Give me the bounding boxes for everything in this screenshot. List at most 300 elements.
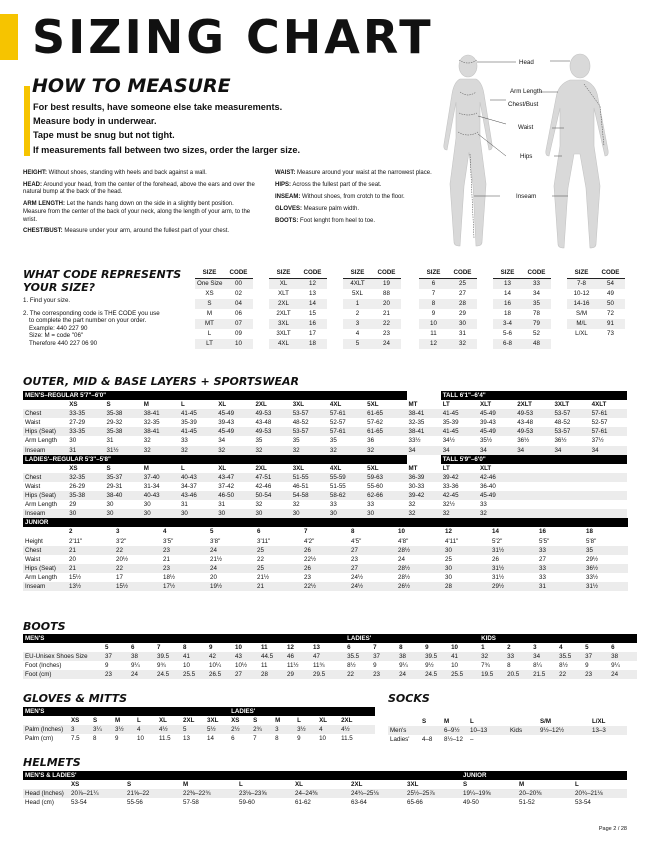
code-heading: WHAT CODE REPRESENTS YOUR SIZE? <box>23 268 182 294</box>
table-header-row <box>23 780 627 789</box>
table-header-row <box>23 400 627 409</box>
table-cell: 9½–12½ <box>538 726 590 735</box>
table-row <box>567 299 625 309</box>
table-row <box>567 289 625 299</box>
table-cell: 5 <box>585 644 589 652</box>
table-cell: 16 <box>298 319 327 329</box>
table-cell: 4–8 <box>422 736 433 744</box>
table-row <box>23 555 628 564</box>
table-cell: 61-62 <box>295 799 311 807</box>
table-cell: 13 <box>493 279 522 290</box>
table-cell: 35-39 <box>180 419 197 427</box>
table-row <box>23 482 627 491</box>
table-row <box>269 329 327 339</box>
table-cell: 20½ <box>116 555 129 563</box>
table-cell: 57-58 <box>183 799 199 807</box>
table-cell: XLT <box>479 464 492 472</box>
table-cell: 47 <box>311 652 345 661</box>
table-cell: 3XLT <box>554 401 570 409</box>
table-cell: Inseam <box>23 509 67 518</box>
table-cell: 28½ <box>398 573 411 581</box>
table-header-row <box>23 643 637 652</box>
table-cell: 20 <box>210 573 217 581</box>
table-cell <box>508 717 538 726</box>
gloves-table <box>23 707 375 743</box>
table-cell <box>23 780 69 789</box>
table-cell <box>388 717 420 726</box>
table-cell: 41-45 <box>179 427 216 436</box>
table-row <box>343 319 401 329</box>
table-cell: 8 <box>399 644 403 652</box>
table-cell: 33½ <box>408 437 421 445</box>
table-cell: S <box>93 717 98 725</box>
table-row <box>23 409 627 418</box>
table-cell: 20.5 <box>505 670 531 679</box>
figure-label-chest: Chest/Bust <box>508 101 539 108</box>
table-cell: 3 <box>533 644 537 652</box>
table-cell: 37 <box>371 652 397 661</box>
table-row <box>195 339 253 349</box>
table-cell: 7-8 <box>567 279 596 290</box>
intro-line: For best results, have someone else take measurements. <box>33 102 283 112</box>
table-row <box>269 339 327 349</box>
size-code-groups <box>195 268 627 358</box>
table-row <box>567 309 625 319</box>
table-cell: L/XL <box>575 330 588 337</box>
table-cell: 25½–25⅞ <box>405 789 461 798</box>
table-cell: 10-12 <box>573 290 590 297</box>
table-cell: 31-34 <box>143 482 160 490</box>
table-cell: Chest <box>23 473 67 482</box>
size-code-group <box>493 268 551 349</box>
table-cell: 32 <box>448 339 477 349</box>
table-cell: 30 <box>179 509 216 518</box>
table-cell: 00 <box>224 279 253 290</box>
table-cell: 9 <box>105 662 109 670</box>
table-row <box>23 734 375 743</box>
table-cell: S <box>127 781 132 789</box>
table-row <box>419 309 477 319</box>
table-cell: 26½ <box>396 582 443 591</box>
table-cell: 33-36 <box>442 482 459 490</box>
table-cell: 23 <box>103 670 129 679</box>
table-cell: L <box>470 718 474 725</box>
table-cell: 9¼ <box>131 662 140 670</box>
table-cell: 6 <box>419 279 448 290</box>
table-cell: 10 <box>419 319 448 329</box>
table-cell: 51-55 <box>291 473 328 482</box>
table-cell: 39-43 <box>218 419 235 427</box>
table-cell: 3'5" <box>163 537 174 545</box>
table-cell: SIZE <box>269 268 298 279</box>
table-cell <box>23 527 67 536</box>
table-cell: Chest <box>23 546 67 555</box>
table-cell: MEN'S & LADIES' <box>23 771 461 780</box>
table-cell: 25 <box>448 279 477 290</box>
table-cell: Waist <box>25 555 41 563</box>
table-cell: 27-29 <box>69 419 86 427</box>
table-cell: 15½ <box>114 582 161 591</box>
table-cell: 38-41 <box>407 427 441 436</box>
table-cell: Kids <box>508 726 538 735</box>
table-cell: 33-35 <box>67 409 104 418</box>
table-cell: 48 <box>522 339 551 349</box>
table-cell: 26 <box>302 546 349 555</box>
size-code-group <box>419 268 477 349</box>
table-cell: 21 <box>67 564 114 573</box>
table-cell: 35 <box>292 437 300 445</box>
table-row <box>269 309 327 319</box>
table-cell: 4XL <box>269 339 298 349</box>
def-inseam: INSEAM: Without shoes, from crotch to the floor. <box>275 193 405 200</box>
table-row <box>493 279 551 290</box>
table-cell: 8½ <box>347 662 356 670</box>
table-cell: MEN'S <box>23 707 229 716</box>
table-cell: JUNIOR <box>23 518 628 527</box>
table-cell: CODE <box>298 268 327 279</box>
table-cell: 30 <box>106 501 114 509</box>
table-cell: Waist <box>25 419 41 427</box>
table-cell: 9 <box>297 735 301 743</box>
table-cell: Arm Length <box>25 437 57 445</box>
intro-line: Measure body in underwear. <box>33 116 157 127</box>
table-cell: LT <box>442 401 450 409</box>
table-cell: 23 <box>351 555 358 563</box>
table-row <box>388 735 627 744</box>
table-cell: 79 <box>522 319 551 329</box>
table-cell: LT <box>195 339 224 349</box>
table-cell: 2'11" <box>69 537 83 545</box>
table-cell: 61-65 <box>365 409 406 418</box>
table-cell: 63-64 <box>351 799 367 807</box>
table-cell: 42-45 <box>441 491 478 500</box>
table-cell: 7 <box>253 735 257 743</box>
table-cell: 3'11" <box>257 537 271 545</box>
table-cell: 37 <box>103 652 129 661</box>
title-accent-bar <box>0 14 18 60</box>
table-cell: 54-58 <box>291 491 328 500</box>
table-cell: 52-57 <box>329 419 346 427</box>
table-row <box>493 319 551 329</box>
table-cell: 5XL <box>367 401 379 409</box>
table-cell: 38 <box>397 652 423 661</box>
table-cell: 31 <box>67 446 104 455</box>
table-cell: 8 <box>93 735 97 743</box>
table-cell: M <box>275 717 281 725</box>
table-cell: 9¼ <box>399 662 408 670</box>
table-cell: 43-46 <box>179 491 216 500</box>
table-cell: 3'8" <box>210 537 221 545</box>
table-cell: 32 <box>365 446 406 455</box>
table-cell: 33 <box>367 501 375 509</box>
table-cell: 33 <box>537 564 584 573</box>
table-cell: 37 <box>583 652 609 661</box>
table-cell: 31½ <box>492 573 505 581</box>
size-code-group <box>343 268 401 349</box>
table-cell <box>515 500 627 509</box>
table-cell: 58-62 <box>328 491 365 500</box>
table-cell: 37½ <box>591 437 604 445</box>
table-cell: 9½ <box>425 662 434 670</box>
table-row <box>343 309 401 319</box>
table-cell: 10 <box>235 644 242 652</box>
table-cell: 24 <box>398 555 405 563</box>
table-row <box>493 309 551 319</box>
table-cell: 10 <box>224 339 253 349</box>
def-gloves: GLOVES: Measure palm width. <box>275 205 360 212</box>
table-cell: M <box>444 718 450 725</box>
figure-label-hips: Hips <box>520 153 533 160</box>
table-cell: 24.5 <box>155 670 181 679</box>
table-cell: LADIES'–REGULAR 5'3"–5'8" <box>23 455 407 464</box>
table-cell: 15 <box>309 310 316 317</box>
table-cell <box>508 735 627 744</box>
table-cell: LADIES' <box>345 634 479 643</box>
table-cell: 13 <box>313 644 320 652</box>
table-row <box>419 289 477 299</box>
table-cell: 24 <box>129 670 155 679</box>
table-cell: 5XL <box>367 464 379 472</box>
outer-layers-heading: OUTER, MID & BASE LAYERS + SPORTSWEAR <box>23 375 299 388</box>
table-row <box>419 299 477 309</box>
table-cell: 10¼ <box>209 662 222 670</box>
table-cell: 24.5 <box>423 670 449 679</box>
table-cell: 72 <box>607 310 614 317</box>
table-cell: M <box>519 781 525 789</box>
table-cell: 53-57 <box>552 409 589 418</box>
table-cell: 2XL <box>269 299 298 309</box>
table-cell: 53-57 <box>291 409 328 418</box>
table-row <box>195 299 253 309</box>
table-cell: 30 <box>105 509 142 518</box>
table-cell: 29-31 <box>106 482 123 490</box>
table-cell: M <box>115 717 121 725</box>
table-cell: 27 <box>349 546 396 555</box>
table-cell: 32 <box>441 509 478 518</box>
table-cell <box>23 400 67 409</box>
table-cell: 48-52 <box>292 419 309 427</box>
table-header-row <box>388 717 627 726</box>
size-code-group <box>195 268 253 349</box>
table-cell: 17½ <box>161 582 208 591</box>
table-cell: 55-59 <box>328 473 365 482</box>
table-cell: 24 <box>208 564 255 573</box>
table-cell: 22 <box>114 546 161 555</box>
table-cell: 30 <box>291 509 328 518</box>
table-cell: XS <box>69 401 78 409</box>
table-cell: 10 <box>183 662 190 670</box>
outer-layers-table <box>23 391 627 591</box>
table-row <box>343 289 401 299</box>
table-cell: 26-29 <box>69 482 86 490</box>
table-cell: XS <box>69 464 78 472</box>
table-cell: 36-40 <box>479 482 496 490</box>
table-cell: 46-51 <box>292 482 309 490</box>
table-cell: Head (Inches) <box>23 789 69 798</box>
table-cell: 11 <box>261 644 268 652</box>
table-row <box>23 546 628 555</box>
table-cell: 39-42 <box>407 491 441 500</box>
table-cell: 27 <box>233 670 259 679</box>
def-chest: CHEST/BUST: Measure under your arm, around the fullest part of your chest. <box>23 228 230 235</box>
table-cell: 25 <box>255 546 302 555</box>
table-cell: 3 <box>69 725 91 734</box>
table-cell: 54 <box>596 279 625 290</box>
table-cell: 46-50 <box>216 491 253 500</box>
table-cell: 32 <box>479 652 505 661</box>
table-row <box>419 319 477 329</box>
table-cell: 51-52 <box>519 799 535 807</box>
table-cell: 14 <box>298 299 327 309</box>
table-cell: 55-56 <box>127 799 143 807</box>
table-cell: One Size <box>197 280 223 287</box>
table-cell: 8¼ <box>533 662 542 670</box>
table-cell: 7.5 <box>71 735 80 743</box>
table-cell: 17 <box>116 573 123 581</box>
table-cell: 12 <box>445 528 452 536</box>
table-row <box>23 661 637 670</box>
table-cell <box>515 464 627 473</box>
table-row <box>23 427 627 436</box>
gloves-heading: GLOVES & MITTS <box>23 692 128 705</box>
table-cell: LT <box>442 464 450 472</box>
table-cell: 88 <box>383 290 390 297</box>
boots-heading: BOOTS <box>23 620 66 633</box>
table-row <box>23 473 627 482</box>
table-cell: 21⅝–22 <box>125 789 181 798</box>
table-row <box>567 329 625 339</box>
table-cell: 29½ <box>586 555 599 563</box>
table-cell: 2XL <box>351 781 363 789</box>
figure-label-waist: Waist <box>518 124 534 131</box>
table-cell: 3XLT <box>276 330 291 337</box>
table-cell: 4XLT <box>591 401 607 409</box>
table-cell: 5XL <box>351 290 363 297</box>
table-cell: 14 <box>207 735 214 743</box>
section-bar <box>23 391 627 400</box>
table-cell: 8 <box>507 662 511 670</box>
table-cell: 19 <box>372 279 401 290</box>
table-cell: 21.5 <box>531 670 557 679</box>
table-cell: 35-39 <box>442 419 459 427</box>
table-cell: 44.5 <box>259 652 285 661</box>
table-cell: 21 <box>383 310 390 317</box>
table-header-row <box>493 268 551 279</box>
table-row <box>269 299 327 309</box>
table-row <box>343 279 401 290</box>
table-row <box>388 726 627 735</box>
table-row <box>23 446 627 455</box>
def-hips: HIPS: Across the fullest part of the seat. <box>275 181 382 188</box>
how-to-accent-bar <box>24 86 30 156</box>
table-cell: LADIES' <box>229 707 375 716</box>
table-header-row <box>567 268 625 279</box>
table-row <box>269 289 327 299</box>
table-cell: 2XL <box>183 717 195 725</box>
table-cell: 42-46 <box>478 473 515 482</box>
table-cell: 11.5 <box>341 735 353 743</box>
table-cell: 26.5 <box>207 670 233 679</box>
table-cell: 2XLT <box>276 310 291 317</box>
table-cell: 8½–12 <box>444 736 463 744</box>
table-cell: 6 <box>611 644 615 652</box>
table-cell: 10 <box>451 644 458 652</box>
page-title: SIZING CHART <box>32 10 434 64</box>
table-cell: 02 <box>235 290 242 297</box>
table-cell: 52-57 <box>591 419 608 427</box>
table-cell: 40-43 <box>142 491 179 500</box>
intro-line: If measurements fall between two sizes, order the larger size. <box>33 144 301 155</box>
table-cell: 29-32 <box>106 419 123 427</box>
table-cell <box>515 482 627 491</box>
section-bar <box>23 771 627 780</box>
table-cell: 22 <box>345 670 371 679</box>
table-row <box>269 279 327 290</box>
table-cell: 45-49 <box>478 427 515 436</box>
table-cell: 21 <box>163 555 170 563</box>
table-cell: Inseam <box>23 446 67 455</box>
table-cell: M/L <box>567 319 596 329</box>
table-cell: 30 <box>216 509 253 518</box>
table-cell: 2XL <box>255 464 267 472</box>
table-header-row <box>23 464 627 473</box>
table-cell: S <box>422 718 427 725</box>
table-cell: 32 <box>292 501 300 509</box>
table-cell: SIZE <box>343 268 372 279</box>
table-cell: 09 <box>235 330 242 337</box>
table-cell: Chest <box>23 409 67 418</box>
table-cell: 34½ <box>442 437 455 445</box>
table-cell: 13½ <box>67 582 114 591</box>
table-cell: 39-42 <box>441 473 478 482</box>
table-row <box>23 789 627 798</box>
table-cell: 32-35 <box>143 419 160 427</box>
table-cell: 6-8 <box>493 339 522 349</box>
table-cell: S/M <box>540 718 552 725</box>
table-cell: 45-49 <box>216 427 253 436</box>
def-waist: WAIST: Measure around your waist at the narrowest place. <box>275 170 432 176</box>
table-cell: 3-4 <box>493 319 522 329</box>
table-cell: 14 <box>504 290 511 297</box>
table-row <box>23 725 375 734</box>
table-cell: MT <box>408 464 418 472</box>
table-cell: 31½ <box>490 564 537 573</box>
table-cell: 43-48 <box>517 419 534 427</box>
table-cell: 6–9½ <box>442 726 468 735</box>
def-height: HEIGHT: Without shoes, standing with heels and back against a wall. <box>23 170 207 176</box>
size-code-group <box>567 268 625 339</box>
table-row <box>343 329 401 339</box>
table-cell: 31 <box>459 330 466 337</box>
table-row <box>23 798 627 807</box>
table-cell: 22½ <box>302 582 349 591</box>
table-cell: 25 <box>445 555 452 563</box>
table-cell: 37-42 <box>218 482 235 490</box>
table-cell: 33 <box>180 437 188 445</box>
table-cell: 18½ <box>163 573 176 581</box>
table-cell: 7 <box>431 290 436 297</box>
table-cell: Inseam <box>23 582 67 591</box>
table-cell: 5'5" <box>539 537 550 545</box>
table-cell: 32 <box>328 446 365 455</box>
table-cell: 2 <box>507 644 511 652</box>
table-cell: L <box>180 464 185 472</box>
table-cell: 10 <box>319 735 326 743</box>
table-cell: 30 <box>142 509 179 518</box>
table-cell: CODE <box>522 268 551 279</box>
table-cell: 22 <box>557 670 583 679</box>
table-row <box>419 329 477 339</box>
